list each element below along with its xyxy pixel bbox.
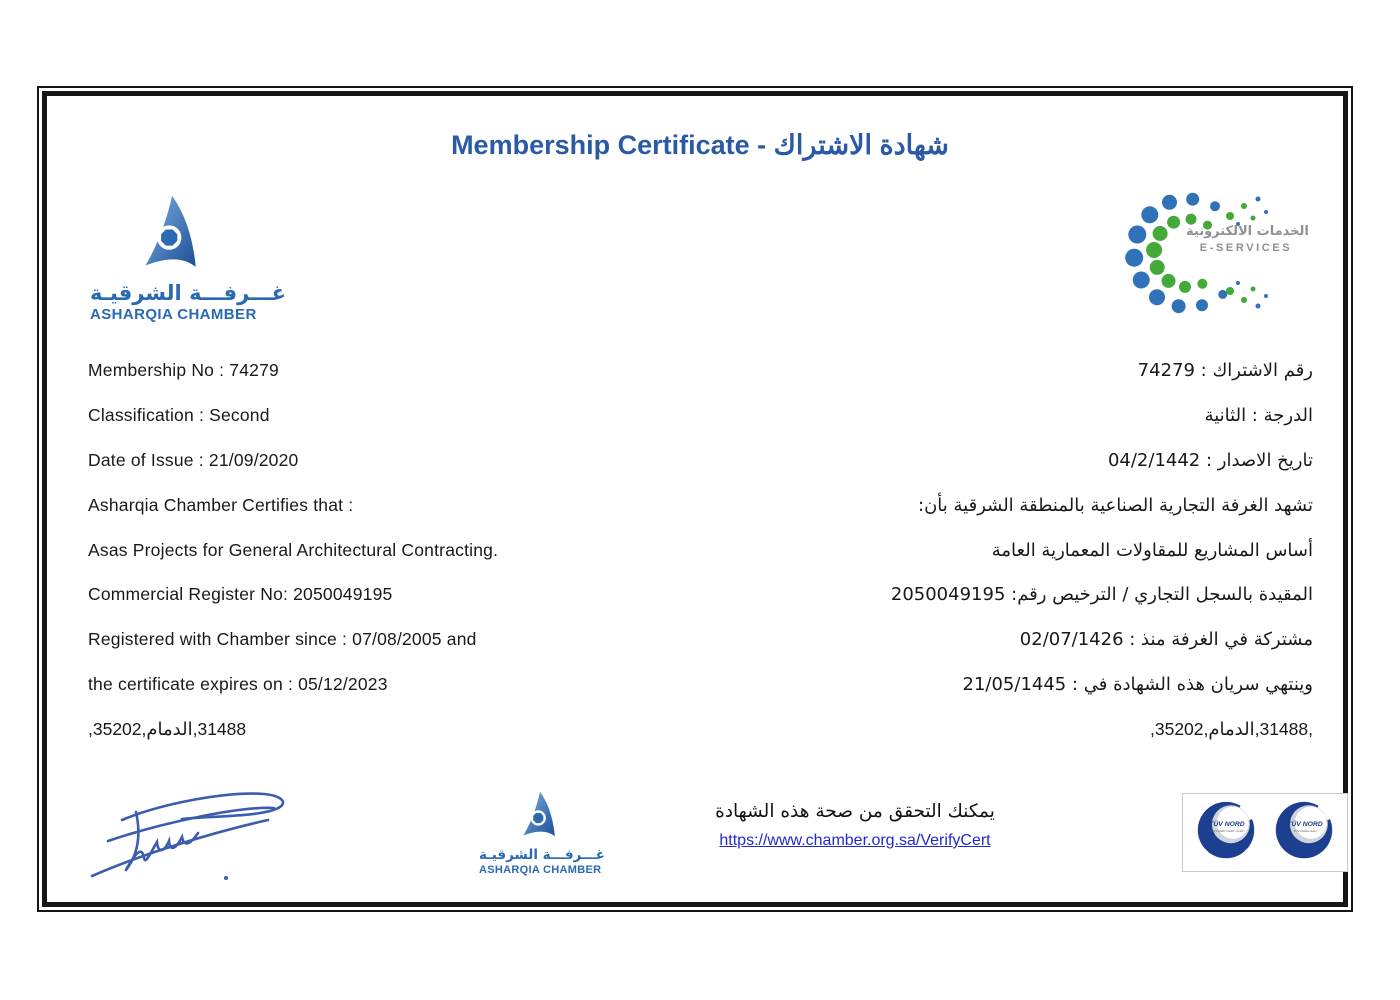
chamber-logo-small: [479, 790, 606, 876]
field-register-no-en: Commercial Register No: 2050049195: [88, 584, 393, 605]
field-registered-since-ar: مشتركة في الغرفة منذ : 02/07/1426: [1019, 629, 1313, 651]
address-left: [88, 719, 246, 740]
field-membership-no-en: Membership No : 74279: [88, 360, 279, 380]
chamber-sail-icon: [137, 193, 207, 271]
address-part: ,31488,: [1254, 719, 1313, 740]
signature: [78, 786, 313, 882]
field-certifies-en: Asharqia Chamber Certifies that :: [88, 494, 354, 515]
page-title: Membership Certificate - شهادة الاشتراك: [451, 130, 949, 160]
eservices-name-english: E-SERVICES: [1199, 242, 1293, 254]
tuv-nord-badge-iso10002-icon: [1267, 798, 1341, 868]
tuv-sub-label: TÜV Middle East: [1293, 828, 1317, 833]
field-certifies-ar: تشهد الغرفة التجارية الصناعية بالمنطقة الشرقية بأن:: [918, 494, 1313, 516]
address-right: [1150, 719, 1313, 740]
chamber-name-english: ASHARQIA CHAMBER: [479, 864, 602, 876]
verify-text-arabic: يمكنك التحقق من صحة هذه الشهادة: [715, 801, 995, 822]
field-row: [88, 629, 1313, 674]
field-row: [88, 674, 1313, 719]
eservices-name-arabic: الخدمات الالكترونية: [1186, 224, 1309, 239]
tuv-iso-label: ISO 10002: [1287, 854, 1321, 866]
field-company-ar: أساس المشاريع للمقاولات المعمارية العامة: [991, 539, 1313, 561]
field-row: [88, 450, 1313, 495]
tuv-certification-box: [1182, 793, 1348, 872]
tuv-brand-label: TÜV NORD: [1287, 820, 1323, 828]
address-part-city: الدمام: [146, 719, 193, 741]
field-registered-since-en: Registered with Chamber since : 07/08/2005 and: [88, 629, 477, 650]
field-row: [88, 405, 1313, 450]
field-register-no-ar: المقيدة بالسجل التجاري / الترخيص رقم: 2050049195: [890, 584, 1313, 606]
chamber-sail-icon: [518, 790, 562, 839]
field-row: [88, 540, 1313, 585]
tuv-sub-label: TÜV NORD CERT GmbH: [1209, 828, 1245, 833]
eservices-logo: [1186, 224, 1309, 254]
field-expiry-ar: وينتهي سريان هذه الشهادة في : 21/05/1445: [962, 674, 1313, 696]
address-part: ,31488: [192, 719, 247, 740]
certificate-fields: [88, 360, 1313, 764]
address-part: ,35202,: [88, 719, 147, 740]
chamber-logo: [90, 193, 287, 323]
tuv-iso-label: ISO 9001/27001/22301: [1200, 848, 1252, 866]
address-part-city: الدمام: [1208, 719, 1255, 741]
field-row: [88, 719, 1313, 764]
field-expiry-en: the certificate expires on : 05/12/2023: [88, 674, 388, 695]
chamber-name-arabic: غـــرفـــة الشرقيـة: [90, 281, 287, 305]
field-issue-date-ar: تاريخ الاصدار : 04/2/1442: [1107, 449, 1313, 471]
field-company-en: Asas Projects for General Architectural Contracting.: [88, 539, 499, 560]
tuv-brand-label: TÜV NORD: [1209, 820, 1245, 828]
address-part: ,35202,: [1150, 719, 1209, 740]
field-row: [88, 360, 1313, 405]
field-row: [88, 495, 1313, 540]
chamber-name-english: ASHARQIA CHAMBER: [90, 306, 257, 323]
field-issue-date-en: Date of Issue : 21/09/2020: [88, 449, 299, 470]
field-classification-en: Classification : Second: [88, 404, 270, 425]
verification-block: [690, 801, 1020, 850]
field-classification-ar: الدرجة : الثانية: [1204, 404, 1313, 426]
field-row: [88, 584, 1313, 629]
verify-link[interactable]: https://www.chamber.org.sa/VerifyCert: [719, 832, 991, 849]
chamber-name-arabic: غـــرفـــة الشرقيـة: [479, 847, 606, 863]
tuv-nord-badge-iso9001-icon: [1189, 798, 1263, 868]
field-membership-no-ar: رقم الاشتراك : 74279: [1137, 360, 1313, 381]
